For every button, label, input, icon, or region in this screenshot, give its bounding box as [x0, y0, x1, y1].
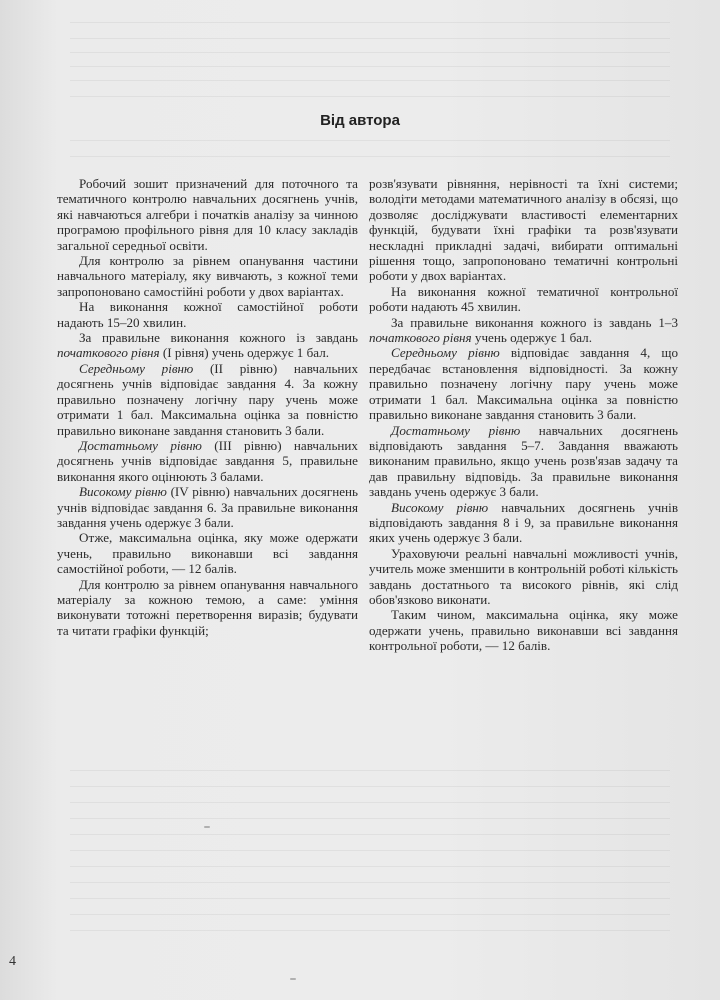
paragraph: На виконання кожної тематичної контрольної роботи надають 45 хвилин.	[369, 283, 678, 315]
paragraph: Таким чином, максимальна оцінка, яку може одержати учень, правильно виконавши всі завдання контрольної роботи, — 12 балів.	[369, 607, 678, 654]
paragraph: Робочий зошит призначений для поточного та тематичного контролю навчальних досягнень учнів, які навчаються алгебри і початків аналізу за чинною програмою профільного рівня для 10 класу закладів загальної середньої освіти.	[57, 176, 358, 253]
paragraph	[57, 438, 358, 484]
paragraph: розв'язувати рівняння, нерівності та їхні системи; володіти методами математичного аналізу в обсязі, що дозволяє досліджувати властивості елементарних функцій, будувати їхні графіки та розв'язувати нескладні прикладні задачі, вибирати оптимальні рішення тощо, запропоновано тематичні контрольні роботи у двох варіантах.	[369, 176, 678, 284]
emphasis: Високому рівню	[391, 499, 489, 515]
left-column	[57, 176, 358, 638]
emphasis: Достатньому рівню	[391, 422, 521, 438]
text: За правильне виконання кожного із завдань	[79, 330, 358, 346]
text: (III рівню) навчальних досягнень учнів відповідає завдання 5, правильне виконання якого оцінюють 3 балами.	[57, 437, 358, 484]
paragraph: Отже, максимальна оцінка, яку може одержати учень, правильно виконавши всі завдання самостійної роботи, — 12 балів.	[57, 530, 358, 577]
emphasis: Середньому рівню	[79, 360, 194, 376]
page-number: 4	[9, 954, 16, 969]
page-title: Від автора	[320, 112, 400, 129]
paragraph	[57, 330, 358, 361]
text: (II рівню) навчальних досягнень учнів відповідає завдання 4. За кожну правильно позначену логічну пару учень може отримати 1 бал. Максимальна оцінка за повністю правильно виконане завдання становить 3 бали.	[57, 360, 358, 438]
text: навчальних досягнень відповідають завдання 5–7. Завдання вважають виконаним правильно, якщо учень розв'язав задачу та дав правильну відповідь. За правильне виконання завдань учень одержує 3 бали.	[369, 422, 678, 500]
text: (I рівня) учень одержує 1 бал.	[159, 345, 330, 361]
text: відповідає завдання 4, що передбачає встановлення відповідності. За кожну правильно позначену логічну пару учень може отримати 1 бал. Максимальна оцінка за повністю правильно виконане завдання становить 3 бали.	[369, 345, 678, 423]
paragraph: Для контролю за рівнем опанування частини навчального матеріалу, яку вивчають, з кожної теми запропоновано самостійні роботи у двох варіантах.	[57, 253, 358, 299]
emphasis: Середньому рівню	[391, 345, 500, 361]
paragraph: На виконання кожної самостійної роботи надають 15–20 хвилин.	[57, 299, 358, 330]
right-column	[369, 176, 678, 654]
emphasis: початкового рівня	[369, 330, 472, 346]
emphasis: Достатньому рівню	[79, 437, 202, 453]
paragraph	[369, 423, 678, 500]
paragraph	[57, 484, 358, 530]
text: (IV рівню) навчальних досягнень учнів відповідає завдання 6. За правильне виконання завдання учень одержує 3 бали.	[57, 484, 358, 530]
emphasis: Високому рівню	[79, 484, 167, 500]
smudge-mark	[204, 826, 210, 828]
smudge-mark	[290, 978, 296, 980]
text: навчальних досягнень учнів відповідають завдання 8 і 9, за правильне виконання яких учень одержує 3 бали.	[369, 499, 678, 546]
text: За правильне виконання кожного із завдань 1–3	[391, 314, 678, 330]
paragraph: Для контролю за рівнем опанування навчального матеріалу за кожною темою, а саме: уміння виконувати тотожні перетворення виразів; будувати та читати графіки функцій;	[57, 576, 358, 638]
emphasis: початкового рівня	[57, 345, 160, 361]
paragraph: Ураховуючи реальні навчальні можливості учнів, учитель може зменшити в контрольній роботі кількість завдань достатнього та високого рівнів, які слід обов'язково виконати.	[369, 545, 678, 607]
paragraph	[369, 345, 678, 422]
paragraph	[369, 315, 678, 346]
paragraph	[369, 500, 678, 546]
text: учень одержує 1 бал.	[471, 330, 592, 346]
paragraph	[57, 361, 358, 438]
